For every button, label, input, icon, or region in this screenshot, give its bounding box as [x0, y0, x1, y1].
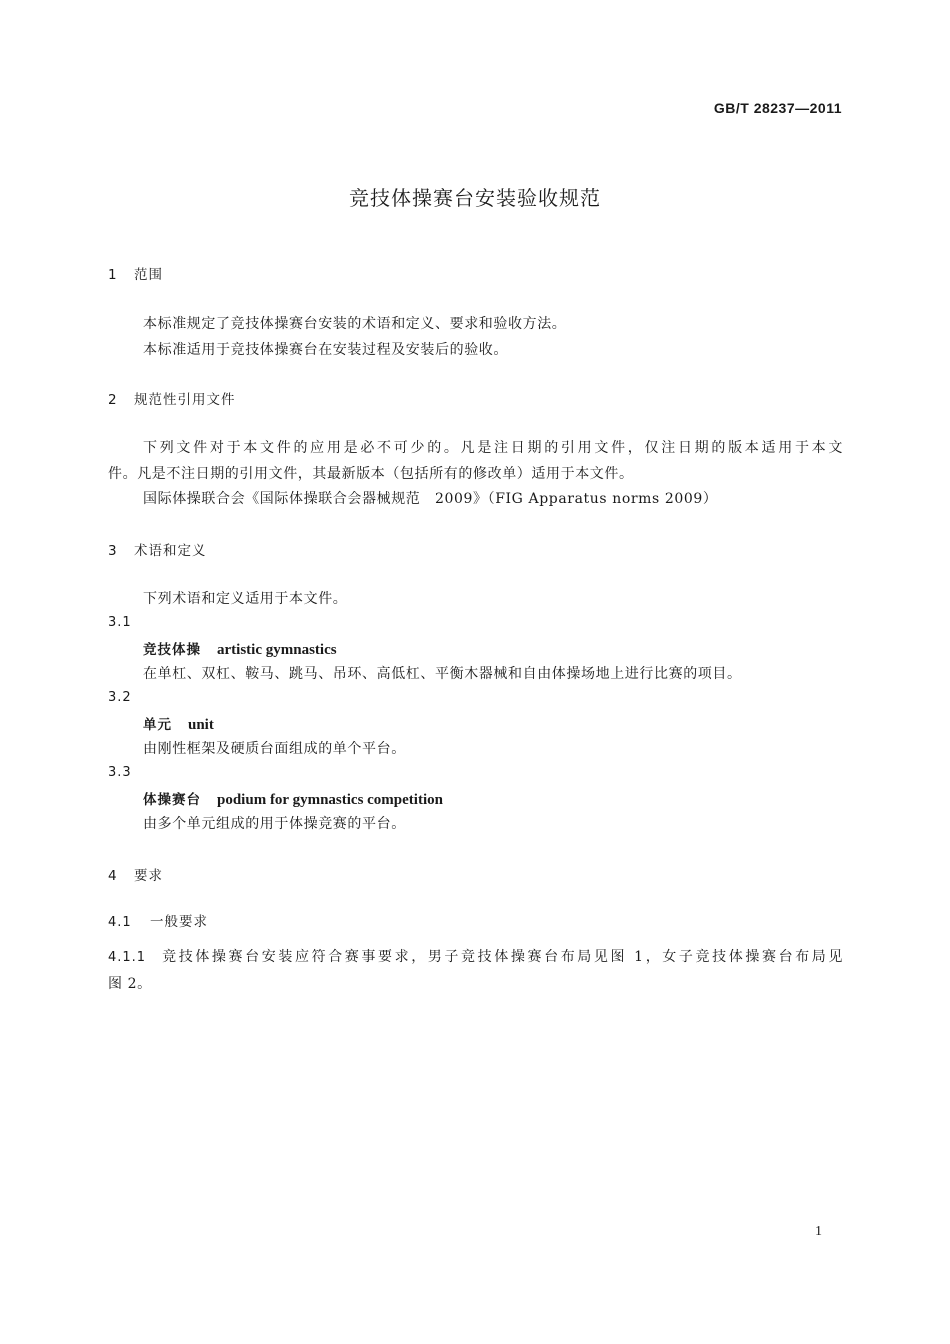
term-zh: 竞技体操 [143, 642, 201, 658]
term-zh: 单元 [143, 717, 172, 733]
paragraph-line [108, 944, 843, 971]
section-title: 规范性引用文件 [134, 392, 236, 408]
term-heading [143, 713, 214, 734]
term-definition: 由刚性框架及硬质台面组成的单个平台。 [143, 741, 406, 757]
section-1-heading [108, 263, 163, 283]
term-definition: 在单杠、双杠、鞍马、跳马、吊环、高低杠、平衡木器械和自由体操场地上进行比赛的项目。 [143, 666, 742, 682]
section-3-intro: 下列术语和定义适用于本文件。 [143, 591, 348, 607]
section-2-paragraph-1 [108, 435, 843, 487]
paragraph-line: 下列文件对于本文件的应用是必不可少的。凡是注日期的引用文件，仅注日期的版本适用于本文 [143, 440, 843, 456]
subsection-title: 一般要求 [150, 914, 208, 930]
term-number: 3.1 [108, 615, 132, 630]
section-number: 4 [108, 868, 118, 884]
paragraph-line: 图 2。 [108, 976, 152, 992]
clause-text: 竞技体操赛台安装应符合赛事要求，男子竞技体操赛台布局见图 1，女子竞技体操赛台布局见 [160, 949, 843, 965]
section-4-heading [108, 864, 163, 884]
clause-4-1-1 [108, 944, 843, 997]
section-title: 要求 [134, 868, 163, 884]
section-2-heading [108, 388, 236, 408]
term-en: artistic gymnastics [217, 642, 337, 658]
subsection-4-1-heading [108, 910, 208, 930]
standard-code: GB/T 28237—2011 [713, 100, 842, 116]
page-number: 1 [815, 1224, 822, 1239]
term-en: podium for gymnastics competition [217, 792, 443, 808]
document-title: 竞技体操赛台安装验收规范 [349, 186, 601, 210]
section-title: 范围 [134, 267, 163, 283]
term-definition: 由多个单元组成的用于体操竞赛的平台。 [143, 816, 406, 832]
paragraph-line: 件。凡是不注日期的引用文件，其最新版本（包括所有的修改单）适用于本文件。 [108, 466, 634, 482]
clause-number: 4.1.1 [108, 950, 147, 965]
section-1-paragraph-1: 本标准规定了竞技体操赛台安装的术语和定义、要求和验收方法。 [143, 316, 567, 332]
section-title: 术语和定义 [134, 543, 207, 559]
subsection-number: 4.1 [108, 915, 132, 930]
section-3-heading [108, 539, 207, 559]
section-number: 3 [108, 543, 118, 559]
term-number: 3.3 [108, 765, 132, 780]
section-1-paragraph-2: 本标准适用于竞技体操赛台在安装过程及安装后的验收。 [143, 342, 508, 358]
term-zh: 体操赛台 [143, 792, 201, 808]
term-heading [143, 788, 443, 809]
term-heading [143, 638, 337, 659]
term-en: unit [188, 717, 214, 733]
section-number: 2 [108, 392, 118, 408]
section-2-reference: 国际体操联合会《国际体操联合会器械规范 2009》（FIG Apparatus norms 2009） [143, 491, 718, 507]
section-number: 1 [108, 267, 118, 283]
term-number: 3.2 [108, 690, 132, 705]
